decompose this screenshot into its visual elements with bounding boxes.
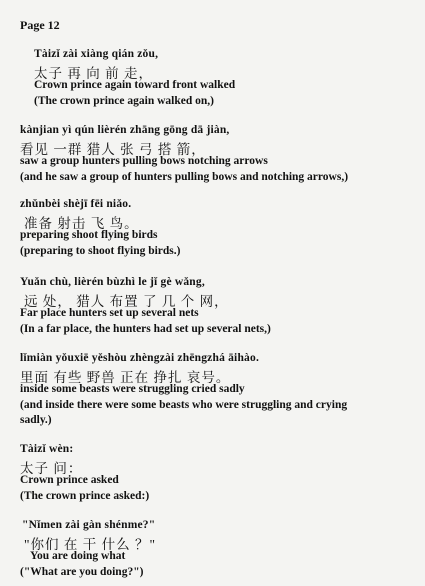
pinyin-line: lǐmiàn yǒuxiē yěshòu zhèngzài zhēngzhá āihào.	[20, 352, 260, 364]
pinyin-line: Yuǎn chù, lièrén bùzhì le jǐ gè wǎng,	[20, 276, 205, 288]
pinyin-line: "Nǐmen zài gàn shénme?"	[22, 519, 156, 531]
translation-line: (The crown prince again walked on,)	[34, 95, 214, 107]
hanzi-line: 太子 再 向 前 走，	[34, 66, 153, 81]
gloss-line: Crown prince again toward front walked	[34, 79, 236, 91]
hanzi-line: 远 处， 猎人 布置 了 几 个 网，	[24, 294, 229, 309]
pinyin-line: kànjian yì qún lièrén zhāng gōng dā jiàn,	[20, 124, 230, 136]
gloss-line: You are doing what	[30, 550, 126, 562]
translation-line-continued: sadly.)	[20, 414, 52, 426]
gloss-line: inside some beasts were struggling cried sadly	[20, 383, 245, 395]
gloss-line: Far place hunters set up several nets	[20, 307, 199, 319]
translation-line: (and inside there were some beasts who were struggling and crying	[20, 399, 348, 411]
pinyin-line: Tàizǐ wèn:	[20, 443, 74, 455]
pinyin-line: Tàizǐ zài xiàng qián zǒu,	[34, 48, 159, 60]
translation-line: (In a far place, the hunters had set up several nets,)	[20, 323, 271, 335]
gloss-line: saw a group hunters pulling bows notching arrows	[20, 155, 268, 167]
hanzi-line: "你们 在 干 什么 ？"	[24, 537, 157, 552]
pinyin-line: zhǔnbèi shèjī fēi niǎo.	[20, 198, 132, 210]
hanzi-line: 看见 一群 猎人 张 弓 搭 箭，	[20, 142, 206, 157]
gloss-line: Crown prince asked	[20, 474, 119, 486]
hanzi-line: 准备 射击 飞 鸟。	[24, 216, 139, 231]
hanzi-line: 里面 有些 野兽 正在 挣扎 哀号。	[20, 370, 231, 385]
translation-line: (preparing to shoot flying birds.)	[20, 245, 181, 257]
hanzi-line: 太子 问：	[20, 461, 83, 476]
translation-line: (and he saw a group of hunters pulling bows and notching arrows,)	[20, 171, 349, 183]
translation-line: ("What are you doing?")	[20, 566, 144, 578]
gloss-line: preparing shoot flying birds	[20, 229, 158, 241]
translation-line: (The crown prince asked:)	[20, 490, 150, 502]
page-label: Page 12	[20, 18, 60, 32]
